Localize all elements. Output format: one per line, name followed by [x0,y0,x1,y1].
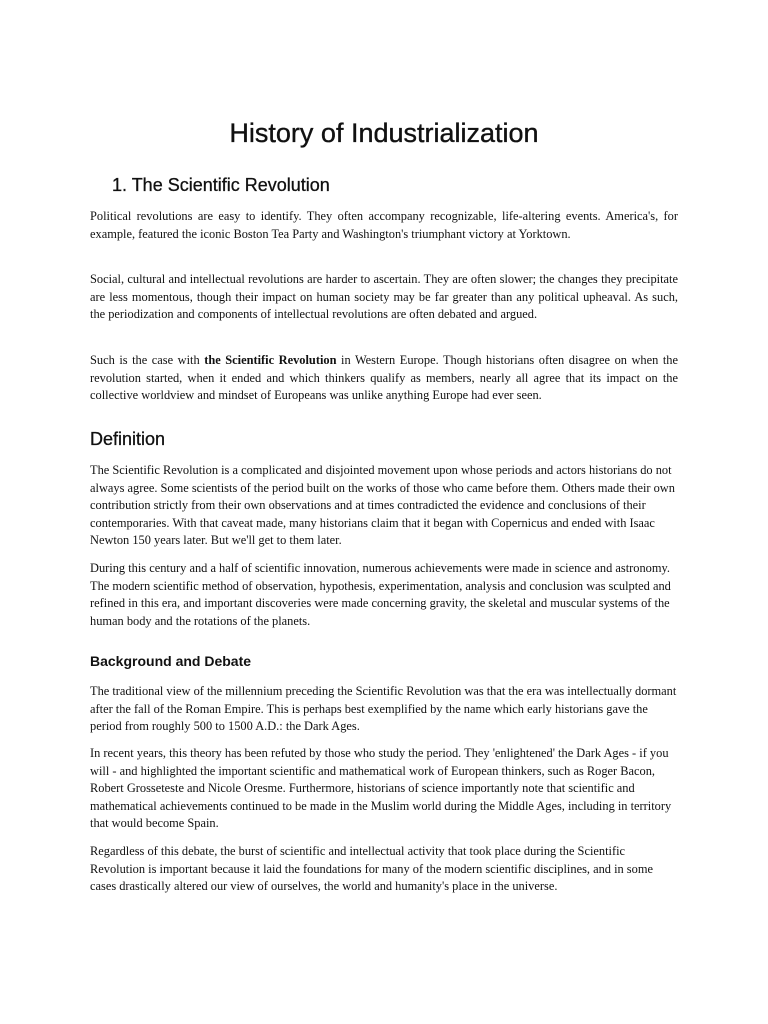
paragraph-background-3: Regardless of this debate, the burst of scientific and intellectual activity that took place during the Scientific Revolution is important because it laid the foundations for many of the modern scientific disciplines, and in some cases drastically altered our view of ourselves, the world and humanity's place in the universe. [90,844,653,893]
bold-term: the Scientific Revolution [204,353,337,367]
paragraph-scientific-revolution-case [90,352,678,405]
paragraph-background-1: The traditional view of the millennium preceding the Scientific Revolution was that the era was intellectually dormant after the fall of the Roman Empire. This is perhaps best exemplified by the name which early historians gave the period from roughly 500 to 1500 A.D.: the Dark Ages. [90,684,677,733]
paragraph-definition-1: The Scientific Revolution is a complicated and disjointed movement upon whose periods and actors historians do not always agree. Some scientists of the period built on the works of those who came before them. Others made their own contribution strictly from their own observations and at times contradicted the evidence and conclusions of their contemporaries. With that caveat made, many historians claim that it began with Copernicus and ended with Isaac Newton 150 years later. But we'll get to them later. [90,463,675,547]
paragraph-text: in Western Europe. Though historians often disagree on when the revolution started, when it ended and which thinkers qualify as members, nearly all agree that its impact on the collective worldview and mindset of Europeans was unlike anything Europe had ever seen. [90,353,678,402]
section-heading-scientific-revolution: 1. The Scientific Revolution [112,175,330,195]
paragraph-social-revolutions: Social, cultural and intellectual revolutions are harder to ascertain. They are often slower; the changes they precipitate are less momentous, though their impact on human society may be far greater than any political upheaval. As such, the periodization and components of intellectual revolutions are often debated and argued. [90,272,678,321]
subsection-heading-background: Background and Debate [90,653,252,669]
paragraph-political-revolutions: Political revolutions are easy to identify. They often accompany recognizable, life-altering events. America's, for example, featured the iconic Boston Tea Party and Washington's triumphant victory at Yorktown. [90,209,678,241]
paragraph-background-2: In recent years, this theory has been refuted by those who study the period. They 'enlightened' the Dark Ages - if you will - and highlighted the important scientific and mathematical work of European thinkers, such as Roger Bacon, Robert Grosseteste and Nicole Oresme. Furthermore, historians of science importantly note that scientific and mathematical achievements continued to be made in the Muslim world during the Middle Ages, including in territory that would become Spain. [90,746,672,830]
section-heading-definition: Definition [90,429,166,449]
document-title: History of Industrialization [229,118,539,148]
paragraph-definition-2: During this century and a half of scientific innovation, numerous achievements were made in science and astronomy. The modern scientific method of observation, hypothesis, experimentation, analysis and conclusion was sculpted and refined in this era, and important discoveries were made concerning gravity, the skeletal and muscular systems of the human body and the rotations of the planets. [90,561,671,628]
paragraph-text: Such is the case with [90,353,205,367]
